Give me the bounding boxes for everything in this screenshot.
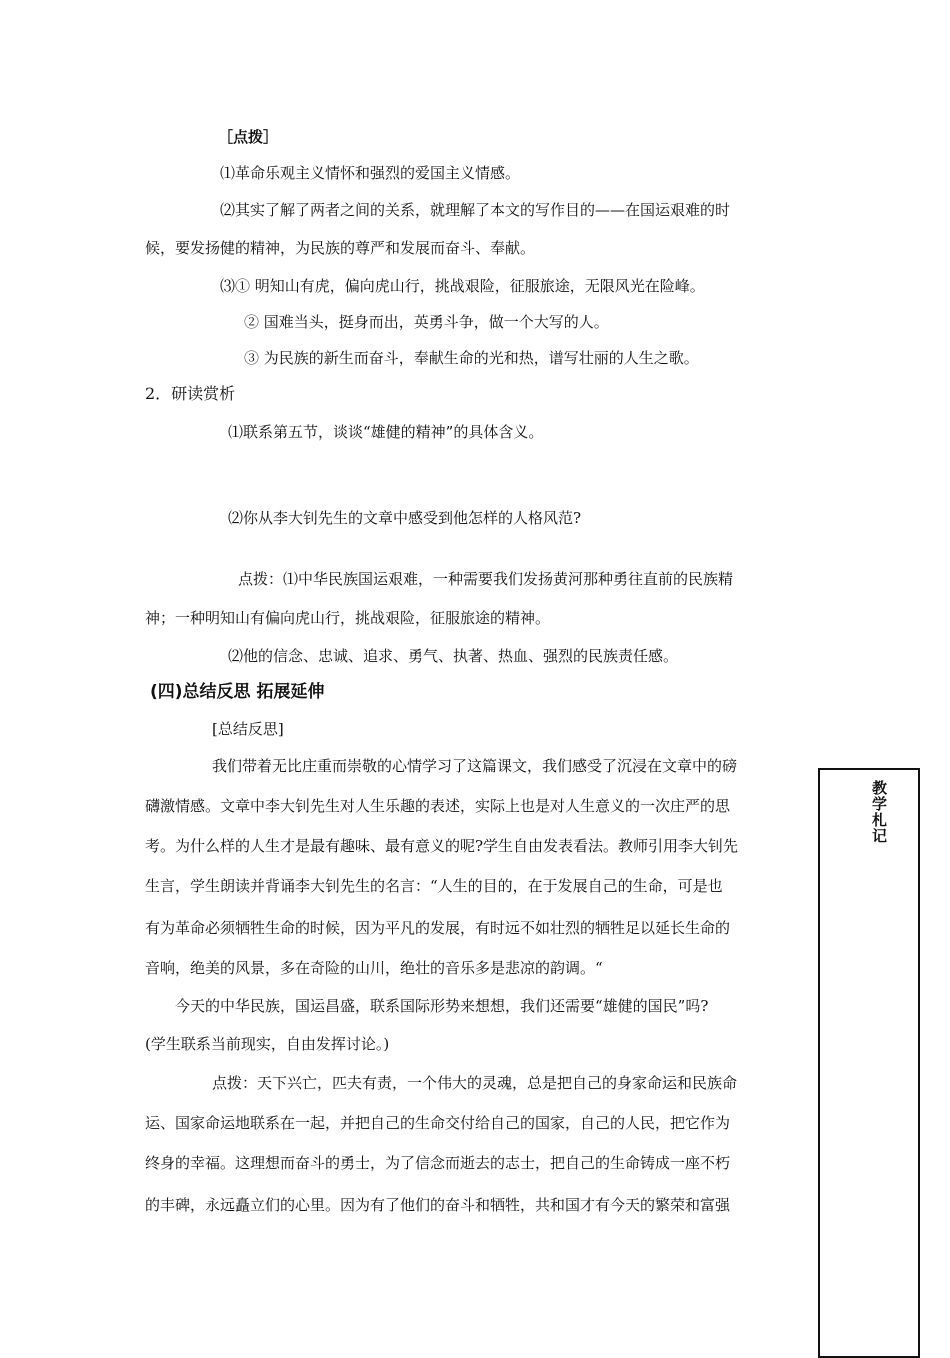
paragraph-line: 音响，绝美的风景，多在奇险的山川，绝壮的音乐多是悲凉的韵调。“ <box>145 959 603 977</box>
question-1: ⑴联系第五节，谈谈“雄健的精神”的具体含义。 <box>228 423 544 441</box>
summary-sub-label: [总结反思] <box>212 720 284 738</box>
hint-point-3-item2: ② 国难当头，挺身而出，英勇斗争，做一个大写的人。 <box>244 313 609 331</box>
hint-point-3-item1: ⑶① 明知山有虎，偏向虎山行，挑战艰险，征服旅途，无限风光在险峰。 <box>220 277 705 295</box>
answer-1-line2: 神；一种明知山有偏向虎山行，挑战艰险，征服旅途的精神。 <box>145 609 551 627</box>
paragraph-line: 有为革命必须牺牲生命的时候，因为平凡的发展，有时远不如壮烈的牺牲足以延长生命的 <box>145 919 731 937</box>
paragraph-line: 礴激情感。文章中李大钊先生对人生乐趣的表述，实际上也是对人生意义的一次庄严的思 <box>145 797 731 815</box>
section-heading-study: 2．研读赏析 <box>145 384 236 403</box>
paragraph-line: 终身的幸福。这理想而奋斗的勇士，为了信念而逝去的志士，把自己的生命铸成一座不朽 <box>145 1154 731 1172</box>
paragraph-line: 生言，学生朗读并背诵李大钊先生的名言：“人生的目的，在于发展自己的生命，可是也 <box>145 877 723 895</box>
paragraph-line: (学生联系当前现实，自由发挥讨论。) <box>145 1035 390 1053</box>
question-2: ⑵你从李大钊先生的文章中感受到他怎样的人格风范? <box>228 509 582 527</box>
paragraph-line: 点拨：天下兴亡，匹夫有责，一个伟大的灵魂，总是把自己的身家命运和民族命 <box>212 1074 738 1092</box>
paragraph-line: 运、国家命运地联系在一起，并把自己的生命交付给自己的国家，自己的人民，把它作为 <box>145 1114 731 1132</box>
hint-point-2-line1: ⑵其实了解了两者之间的关系，就理解了本文的写作目的——在国运艰难的时 <box>220 201 731 219</box>
paragraph-line: 今天的中华民族，国运昌盛，联系国际形势来想想，我们还需要“雄健的国民”吗? <box>175 997 709 1015</box>
section-heading-summary: (四)总结反思 拓展延伸 <box>150 682 325 702</box>
hint-point-3-item3: ③ 为民族的新生而奋斗，奉献生命的光和热，谱写壮丽的人生之歌。 <box>244 349 699 367</box>
answer-1-line1: 点拨：⑴中华民族国运艰难，一种需要我们发扬黄河那种勇往直前的民族精 <box>238 570 734 588</box>
paragraph-line: 考。为什么样的人生才是最有趣味、最有意义的呢?学生自由发表看法。教师引用李大钊先 <box>145 837 739 855</box>
teaching-notes-title: 教学札记 <box>870 780 888 844</box>
paragraph-line: 的丰碑，永远矗立们的心里。因为有了他们的奋斗和牺牲，共和国才有今天的繁荣和富强 <box>145 1196 731 1214</box>
teaching-notes-box <box>818 768 920 1358</box>
hint-point-2-line2: 候，要发扬健的精神，为民族的尊严和发展而奋斗、奉献。 <box>145 239 536 257</box>
hint-label: ［点拨］ <box>218 128 279 146</box>
paragraph-line: 我们带着无比庄重而崇敬的心情学习了这篇课文，我们感受了沉浸在文章中的磅 <box>212 757 738 775</box>
answer-2: ⑵他的信念、忠诚、追求、勇气、执著、热血、强烈的民族责任感。 <box>228 647 679 665</box>
hint-point-1: ⑴革命乐观主义情怀和强烈的爱国主义情感。 <box>220 164 521 182</box>
